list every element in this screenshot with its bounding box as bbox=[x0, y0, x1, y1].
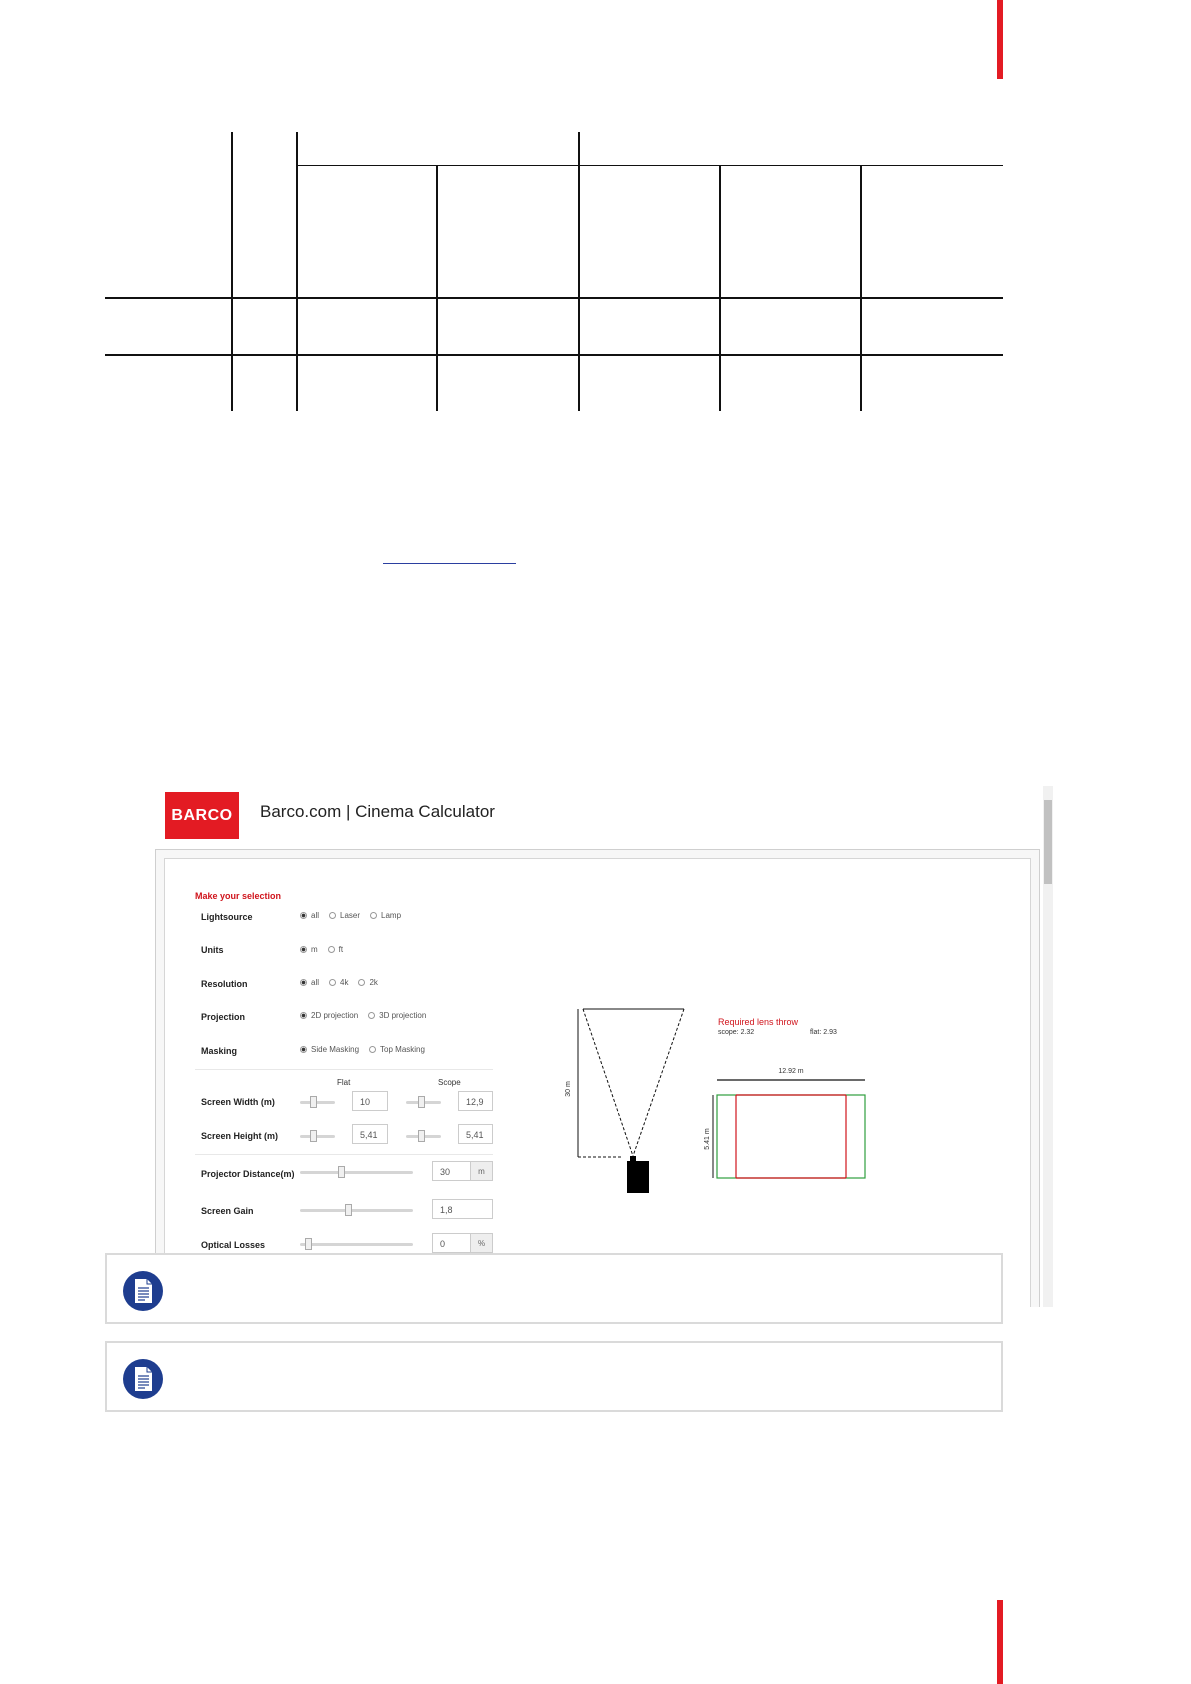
radio-units-m[interactable] bbox=[300, 946, 307, 953]
vertical-scrollbar[interactable] bbox=[1043, 786, 1053, 1307]
radio-resolution-4k[interactable] bbox=[329, 979, 336, 986]
screen-gain-input[interactable]: 1,8 bbox=[432, 1199, 493, 1219]
required-lens-throw-title: Required lens throw bbox=[718, 1017, 799, 1027]
masking-radio-group: Side Masking Top Masking bbox=[300, 1045, 431, 1054]
divider bbox=[195, 1069, 493, 1070]
screen-height-label: Screen Height (m) bbox=[201, 1131, 279, 1141]
slider-handle[interactable] bbox=[310, 1096, 317, 1108]
scope-column-header: Scope bbox=[438, 1078, 461, 1087]
lightsource-radio-group: all Laser Lamp bbox=[300, 911, 407, 920]
screen-width-label: Screen Width (m) bbox=[201, 1097, 275, 1107]
flat-column-header: Flat bbox=[337, 1078, 351, 1087]
scope-throw-value: scope: 2.32 bbox=[718, 1029, 755, 1036]
note-box bbox=[105, 1253, 1003, 1324]
radio-lightsource-laser[interactable] bbox=[329, 912, 336, 919]
screen-width-flat-slider[interactable] bbox=[300, 1101, 335, 1104]
screen-width-scope-slider[interactable] bbox=[406, 1101, 441, 1104]
note-icon bbox=[123, 1271, 163, 1311]
width-label: 12.92 m bbox=[778, 1068, 804, 1075]
height-label: 5.41 m bbox=[704, 1128, 711, 1150]
optical-losses-input[interactable]: 0 bbox=[432, 1233, 472, 1253]
scrollbar-thumb[interactable] bbox=[1044, 800, 1052, 884]
screen-diagram bbox=[700, 1064, 875, 1194]
slider-handle[interactable] bbox=[338, 1166, 345, 1178]
slider-handle[interactable] bbox=[418, 1130, 425, 1142]
radio-resolution-all[interactable] bbox=[300, 979, 307, 986]
screen-height-scope-input[interactable]: 5,41 bbox=[458, 1124, 493, 1144]
hyperlink-underline[interactable] bbox=[383, 563, 516, 564]
note-box bbox=[105, 1341, 1003, 1412]
calculator-title: Barco.com | Cinema Calculator bbox=[260, 802, 495, 821]
scope-screen-outline bbox=[717, 1095, 865, 1178]
lightsource-label: Lightsource bbox=[201, 912, 253, 922]
slider-handle[interactable] bbox=[418, 1096, 425, 1108]
bottom-accent-bar bbox=[997, 1600, 1003, 1684]
cinema-calculator-screenshot bbox=[155, 786, 1055, 1307]
units-radio-group: m ft bbox=[300, 945, 349, 954]
radio-resolution-2k[interactable] bbox=[358, 979, 365, 986]
top-accent-bar bbox=[997, 0, 1003, 79]
screen-gain-label: Screen Gain bbox=[201, 1206, 254, 1216]
projector-distance-label: Projector Distance(m) bbox=[201, 1169, 295, 1179]
optical-losses-label: Optical Losses bbox=[201, 1240, 266, 1250]
optical-losses-unit: % bbox=[470, 1233, 493, 1253]
projector-distance-input[interactable]: 30 bbox=[432, 1161, 472, 1181]
radio-masking-top[interactable] bbox=[369, 1046, 376, 1053]
section-title: Make your selection bbox=[195, 891, 282, 901]
radio-lightsource-all[interactable] bbox=[300, 912, 307, 919]
radio-projection-3d[interactable] bbox=[368, 1012, 375, 1019]
masking-label: Masking bbox=[201, 1046, 238, 1056]
projector-distance-unit: m bbox=[470, 1161, 493, 1181]
note-icon bbox=[123, 1359, 163, 1399]
calculator-panel bbox=[155, 849, 1040, 1307]
projector-icon bbox=[627, 1161, 649, 1193]
flat-throw-value: flat: 2.93 bbox=[810, 1029, 837, 1036]
units-label: Units bbox=[201, 945, 224, 955]
slider-handle[interactable] bbox=[305, 1238, 312, 1250]
projection-diagram bbox=[560, 999, 700, 1199]
radio-units-ft[interactable] bbox=[328, 946, 335, 953]
projector-distance-slider[interactable] bbox=[300, 1171, 413, 1174]
resolution-label: Resolution bbox=[201, 979, 248, 989]
screen-width-scope-input[interactable]: 12,9 bbox=[458, 1091, 493, 1111]
beam-right-edge bbox=[633, 1009, 684, 1156]
screen-height-flat-input[interactable]: 5,41 bbox=[352, 1124, 388, 1144]
screen-width-flat-input[interactable]: 10 bbox=[352, 1091, 388, 1111]
calculator-form bbox=[164, 858, 1031, 1307]
slider-handle[interactable] bbox=[345, 1204, 352, 1216]
divider bbox=[195, 1154, 493, 1155]
radio-lightsource-lamp[interactable] bbox=[370, 912, 377, 919]
radio-projection-2d[interactable] bbox=[300, 1012, 307, 1019]
beam-left-edge bbox=[583, 1009, 633, 1156]
screen-height-scope-slider[interactable] bbox=[406, 1135, 441, 1138]
screen-gain-slider[interactable] bbox=[300, 1209, 413, 1212]
projection-label: Projection bbox=[201, 1012, 246, 1022]
distance-label: 30 m bbox=[565, 1081, 572, 1097]
screen-height-flat-slider[interactable] bbox=[300, 1135, 335, 1138]
radio-masking-side[interactable] bbox=[300, 1046, 307, 1053]
resolution-radio-group: all 4k 2k bbox=[300, 978, 384, 987]
optical-losses-slider[interactable] bbox=[300, 1243, 413, 1246]
slider-handle[interactable] bbox=[310, 1130, 317, 1142]
projection-radio-group: 2D projection 3D projection bbox=[300, 1011, 432, 1020]
barco-logo[interactable]: BARCO bbox=[165, 792, 239, 839]
